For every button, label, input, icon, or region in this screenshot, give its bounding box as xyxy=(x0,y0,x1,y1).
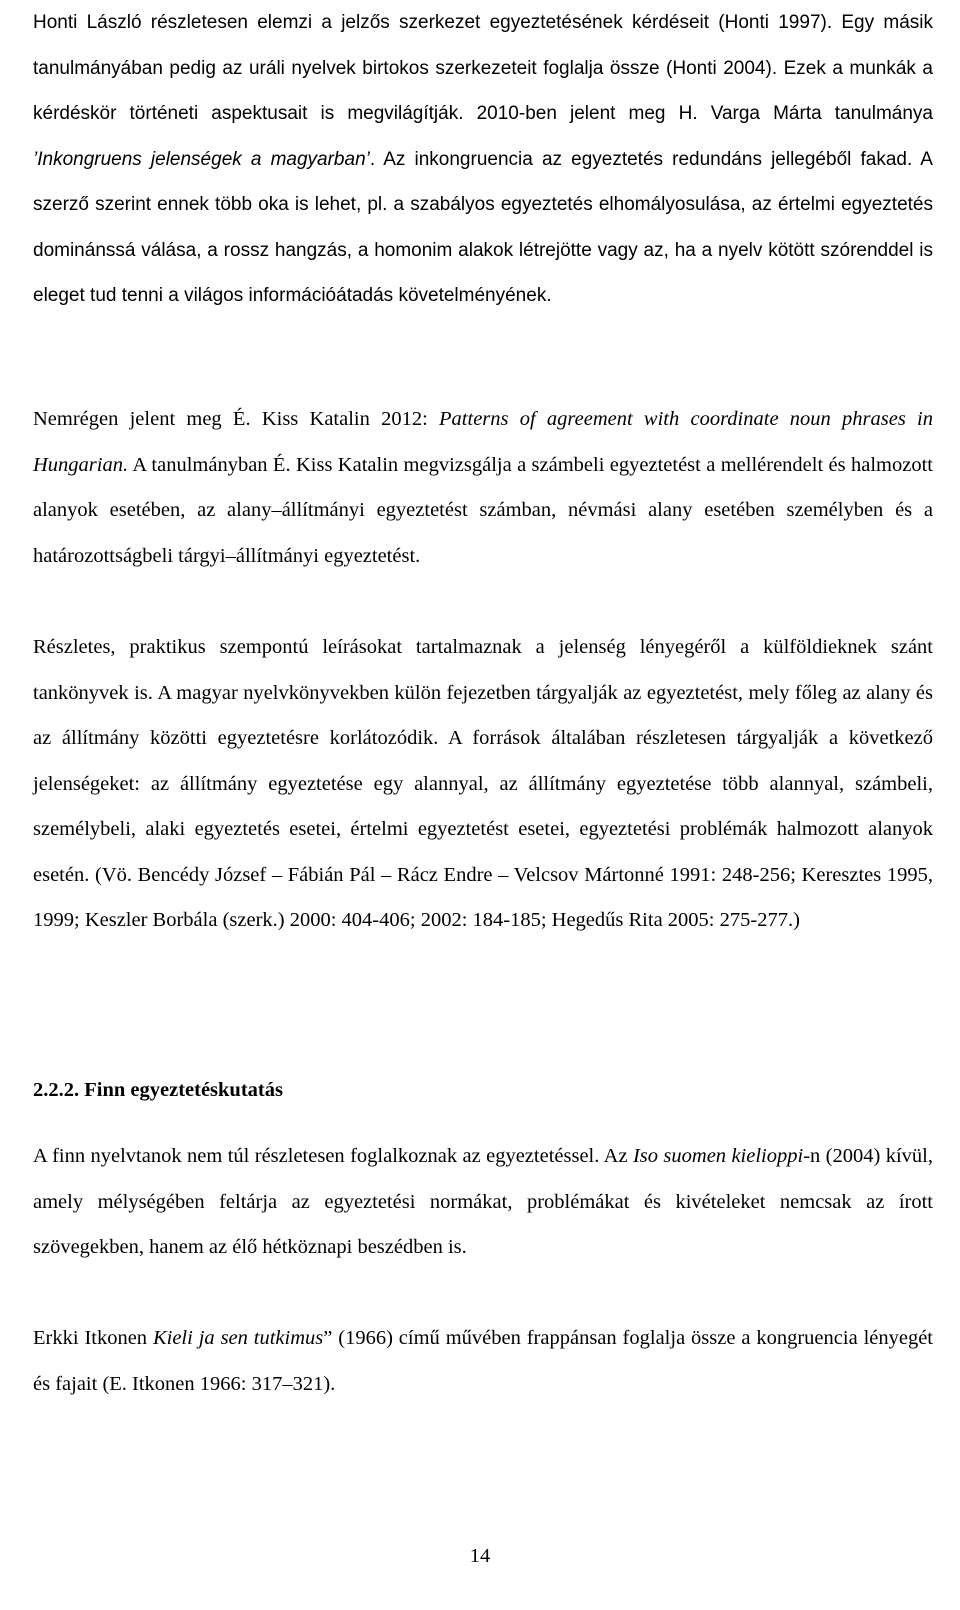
paragraph-4-title-italic: Iso suomen kielioppi xyxy=(632,1145,804,1167)
paragraph-1-text-a: Honti László részletesen elemzi a jelzős szerkezet egyeztetésének kérdéseit (Honti 1997). Egy másik tanulmányában pedig az uráli nyelvek birtokos szerkezeteit foglalja össze (Honti 2004). Ezek a munkák a kérdéskör történeti aspektusait is megvilágítják. 2010-ben jelent meg H. Varga Márta tanulmánya xyxy=(33,12,933,124)
page-number: 14 xyxy=(469,1545,491,1567)
paragraph-1-title-italic: ’Inkongruens jelenségek a magyarban’ xyxy=(33,148,370,170)
paragraph-2-text-a: Nemrégen jelent meg É. Kiss Katalin 2012: xyxy=(33,408,440,430)
section-heading: 2.2.2. Finn egyeztetéskutatás xyxy=(33,1079,283,1101)
paragraph-4-text-a: A finn nyelvtanok nem túl részletesen foglalkoznak az egyeztetéssel. Az xyxy=(33,1145,633,1167)
paragraph-1-text-c: . Az inkongruencia az egyeztetés redundáns jellegéből fakad. A szerző szerint ennek több oka is lehet, pl. a szabályos egyeztetés elhomályosulása, az értelmi egyeztetés dominánssá válása, a rossz hangzás, a homonim alakok létrejötte vagy az, ha a nyelv kötött szórenddel is eleget tud tenni a világos információátadás követelményének. xyxy=(33,148,933,306)
paragraph-5 xyxy=(33,1316,933,1407)
paragraph-5-text-a: Erkki Itkonen xyxy=(33,1327,153,1349)
paragraph-5-text-c: ” (1966) című művében frappánsan foglalja össze a kongruencia lényegét és fajait (E. Itkonen 1966: 317–321). xyxy=(33,1327,934,1395)
paragraph-2-title-italic: Patterns of agreement with coordinate noun phrases in Hungarian. xyxy=(33,408,933,476)
paragraph-3 xyxy=(33,625,933,944)
paragraph-2 xyxy=(33,397,933,579)
paragraph-4 xyxy=(33,1134,933,1271)
paragraph-1 xyxy=(33,0,933,319)
paragraph-3-text: Részletes, praktikus szempontú leírásokat tartalmaznak a jelenség lényegéről a külföldieknek szánt tankönyvek is. A magyar nyelvkönyvekben külön fejezetben tárgyalják az egyeztetést, mely főleg az alany és az állítmány közötti egyeztetésre korlátozódik. A források általában részletesen tárgyalják a következő jelenségeket: az állítmány egyeztetése egy alannyal, az állítmány egyeztetése több alannyal, számbeli, személybeli, alaki egyeztetés esetei, értelmi egyeztetést esetei, egyeztetési problémák halmozott alanyok esetén. (Vö. Bencédy József – Fábián Pál – Rácz Endre – Velcsov Mártonné 1991: 248-256; Keresztes 1995, 1999; Keszler Borbála (szerk.) 2000: 404-406; 2002: 184-185; Hegedűs Rita 2005: 275-277.) xyxy=(33,636,933,931)
paragraph-4-text-c: -n (2004) kívül, amely mélységében feltárja az egyeztetési normákat, problémákat és kivételeket nemcsak az írott szövegekben, hanem az élő hétköznapi beszédben is. xyxy=(33,1145,933,1258)
paragraph-2-text-c: A tanulmányban É. Kiss Katalin megvizsgálja a számbeli egyeztetést a mellérendelt és halmozott alanyok esetében, az alany–állítmányi egyeztetést számban, névmási alany esetében személyben és a határozottságbeli tárgyi–állítmányi egyeztetést. xyxy=(33,453,933,567)
paragraph-5-title-italic: Kieli ja sen tutkimus xyxy=(152,1327,324,1349)
